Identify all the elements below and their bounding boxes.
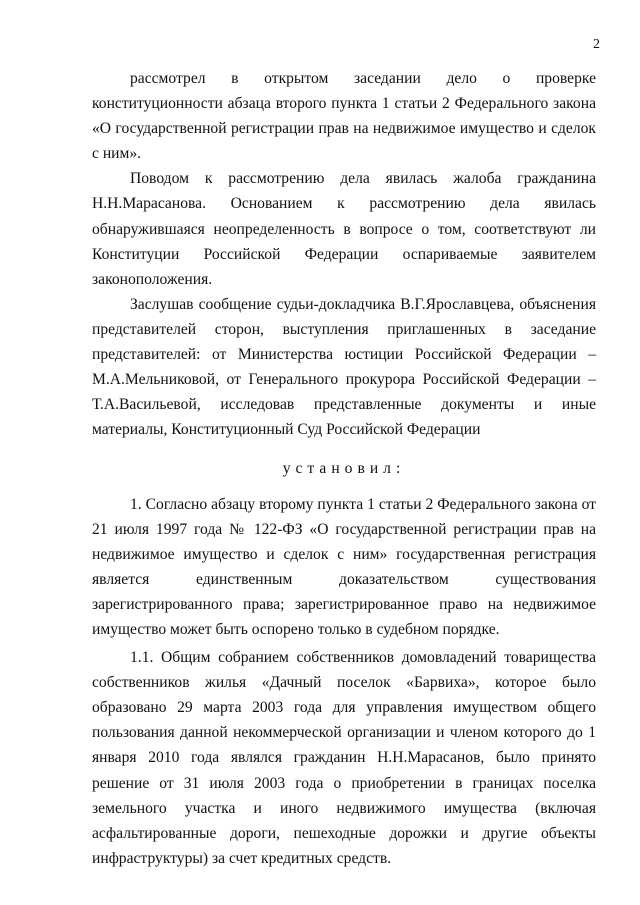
paragraph-grounds: Поводом к рассмотрению дела явилась жалоба гражданина Н.Н.Марасанова. Основанием к рассмотрению дела явилась обнаружившаяся неопределенность в вопросе о том, соответствуют ли Конституции Российской Федерации оспариваемые заявителем законоположения. — [92, 170, 596, 288]
page-number: 2 — [593, 37, 600, 52]
section-1-1: 1.1. Общим собранием собственников домовладений товарищества собственников жилья «Дачный поселок «Барвиха», которое было образовано 29 марта 2003 года для управления имуществом общего пользования данной некоммерческой организации и членом которого до 1 января 2010 года являлся гражданин Н.Н.Марасанов, было принято решение от 31 июля 2003 года о приобретении в границах поселка земельного участка и иного недвижимого имущества (включая асфальтированные дороги, пешеходные дорожки и другие объекты инфраструктуры) за счет кредитных средств. — [92, 649, 596, 867]
document-body — [92, 66, 596, 871]
section-1: 1. Согласно абзацу второму пункта 1 статьи 2 Федерального закона от 21 июля 1997 года № 122-ФЗ «О государственной регистрации прав на недвижимое имущество и сделок с ним» государственная регистрация является единственным доказательством существования зарегистрированного права; зарегистрированное право на недвижимое имущество может быть оспорено только в судебном порядке. — [92, 495, 596, 638]
verdict-heading: установил: — [282, 460, 406, 478]
paragraph-hearing: Заслушав сообщение судьи-докладчика В.Г.Ярославцева, объяснения представителей сторон, выступления приглашенных в заседание представителей: от Министерства юстиции Российской Федерации – М.А.Мельниковой, от Генерального прокурора Российской Федерации – Т.А.Васильевой, исследовав представленные документы и иные материалы, Конституционный Суд Российской Федерации — [92, 295, 596, 439]
paragraph-considered: рассмотрел в открытом заседании дело о проверке конституционности абзаца второго пункта 1 статьи 2 Федерального закона «О государственной регистрации прав на недвижимое имущество и сделок с ним». — [92, 70, 596, 163]
